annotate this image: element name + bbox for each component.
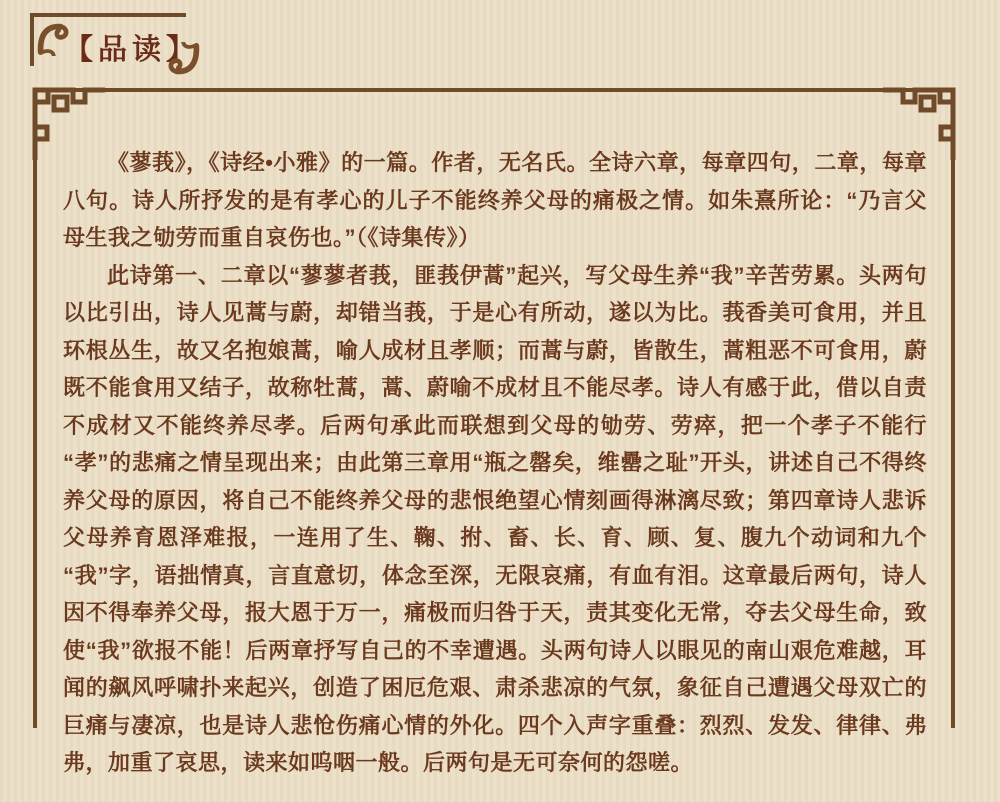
paragraph-intro: 《蓼莪》，《诗经•小雅》的一篇。作者，无名氏。全诗六章，每章四句，二章，每章八句。诗人所抒发的是有孝心的儿子不能终养父母的痛极之情。如朱熹所论：“乃言父母生我之劬劳而重自哀伤也。”（《诗集传》） — [63, 150, 927, 250]
fret-corner-icon — [27, 82, 105, 160]
section-header — [30, 13, 201, 66]
fret-corner-icon — [883, 82, 961, 160]
cloud-ornament-icon — [168, 42, 202, 80]
cloud-ornament-icon — [35, 18, 69, 56]
section-title: 【品读】 — [64, 34, 201, 66]
content-panel — [33, 88, 955, 775]
article-text — [37, 92, 951, 802]
paragraph-analysis: 此诗第一、二章以“蓼蓼者莪，匪莪伊蒿”起兴，写父母生养“我”辛苦劳累。头两句以比引出，诗人见蒿与蔚，却错当莪，于是心有所动，遂以为比。莪香美可食用，并且环根丛生，故又名抱娘蒿，喻人成材且孝顺；而蒿与蔚，皆散生，蒿粗恶不可食用，蔚既不能食用又结子，故称牡蒿，蒿、蔚喻不成材且不能尽孝。诗人有感于此，借以自责不成材又不能终养尽孝。后两句承此而联想到父母的劬劳、劳瘁，把一个孝子不能行“孝”的悲痛之情呈现出来；由此第三章用“瓶之罄矣，维罍之耻”开头，讲述自己不得终养父母的原因，将自己不能终养父母的悲恨绝望心情刻画得淋漓尽致；第四章诗人悲诉父母养育恩泽难报，一连用了生、鞠、拊、畜、长、育、顾、复、腹九个动词和九个“我”字，语拙情真，言直意切，体念至深，无限哀痛，有血有泪。这章最后两句，诗人因不得奉养父母，报大恩于万一，痛极而归咎于天，责其变化无常，夺去父母生命，致使“我”欲报不能！后两章抒写自己的不幸遭遇。头两句诗人以眼见的南山艰危难越，耳闻的飙风呼啸扑来起兴，创造了困厄危艰、肃杀悲凉的气氛，象征自己遭遇父母双亡的巨痛与凄凉，也是诗人悲怆伤痛心情的外化。四个入声字重叠：烈烈、发发、律律、弗弗，加重了哀思，读来如呜咽一般。后两句是无可奈何的怨嗟。 — [63, 262, 927, 775]
